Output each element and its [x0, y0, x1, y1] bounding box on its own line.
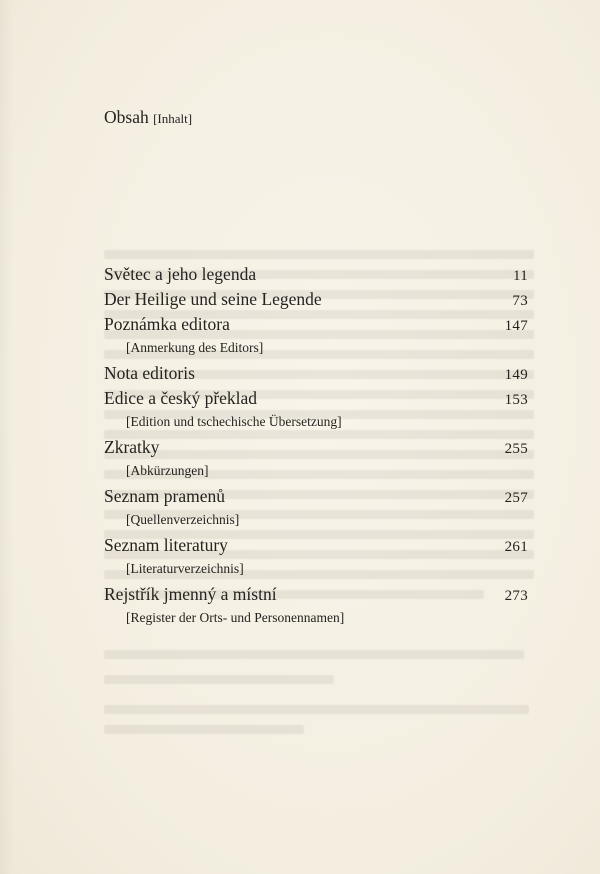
toc-entry-title: Nota editoris — [104, 363, 195, 383]
toc-entry-subtitle: [Anmerkung des Editors] — [126, 340, 264, 355]
toc-entry[interactable] — [104, 533, 528, 582]
toc-entry[interactable] — [104, 312, 528, 361]
toc-entry-page: 11 — [512, 268, 528, 284]
toc-entry[interactable] — [104, 435, 528, 484]
toc-entry[interactable] — [104, 361, 528, 386]
toc-entry-page: 261 — [504, 539, 528, 555]
table-of-contents — [104, 104, 528, 625]
toc-entry-page: 149 — [504, 367, 528, 383]
toc-entry-title: Edice a český překlad — [104, 388, 258, 408]
toc-entry-subtitle: [Abkürzungen] — [126, 463, 209, 478]
toc-heading — [104, 104, 528, 130]
bleed-through-line — [104, 250, 534, 259]
toc-entry-page: 255 — [504, 441, 528, 457]
toc-entry-subtitle: [Edition und tschechische Übersetzung] — [126, 414, 342, 429]
toc-entry-subtitle: [Quellenverzeichnis] — [126, 512, 240, 527]
bleed-through-line — [104, 675, 334, 684]
toc-entry-subtitle: [Register der Orts- und Personennamen] — [126, 610, 345, 625]
toc-heading-subtitle: [Inhalt] — [153, 111, 193, 126]
toc-heading-title: Obsah — [104, 107, 149, 127]
toc-entry-page: 147 — [504, 318, 528, 334]
toc-entry[interactable] — [104, 582, 528, 631]
toc-entry[interactable] — [104, 287, 528, 312]
toc-entry-page: 273 — [504, 588, 528, 604]
toc-entry-title: Der Heilige und seine Legende — [104, 289, 322, 309]
toc-entry[interactable] — [104, 386, 528, 435]
toc-entries — [104, 262, 528, 631]
toc-entry-page: 73 — [512, 293, 528, 309]
toc-entry[interactable] — [104, 262, 528, 287]
toc-entry-title: Seznam pramenů — [104, 486, 225, 506]
toc-entry-page: 153 — [504, 392, 528, 408]
toc-entry-title: Světec a jeho legenda — [104, 264, 257, 284]
toc-entry[interactable] — [104, 484, 528, 533]
toc-entry-title: Poznámka editora — [104, 314, 230, 334]
toc-entry-title: Seznam literatury — [104, 535, 228, 555]
bleed-through-line — [104, 725, 304, 734]
toc-entry-subtitle: [Literaturverzeichnis] — [126, 561, 244, 576]
bleed-through-line — [104, 650, 524, 659]
toc-entry-title: Rejstřík jmenný a místní — [104, 584, 277, 604]
bleed-through-line — [104, 705, 529, 714]
toc-entry-page: 257 — [504, 490, 528, 506]
toc-entry-title: Zkratky — [104, 437, 160, 457]
